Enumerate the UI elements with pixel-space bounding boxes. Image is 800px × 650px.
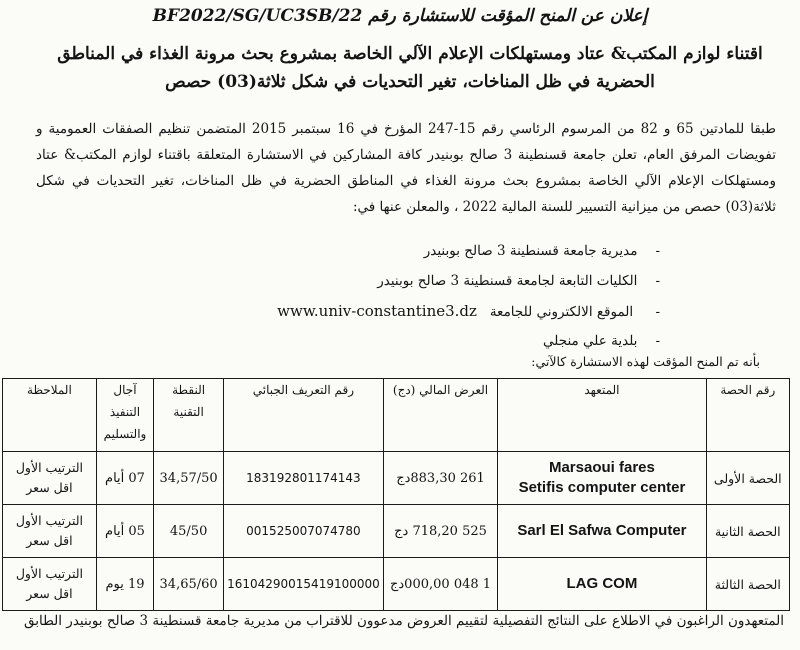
lot-cell: الحصة الأولى	[706, 452, 789, 505]
amount-cell: 1 048 000,00دج	[383, 558, 497, 611]
award-table	[2, 378, 790, 611]
list-item	[180, 296, 660, 326]
note-cell	[3, 452, 97, 505]
publication-list	[180, 236, 660, 356]
table-header-row	[3, 379, 790, 452]
body-paragraph: طبقا للمادتين 65 و 82 من المرسوم الرئاسي رقم 15-247 المؤرخ في 16 سبتمبر 2015 المتضمن تنظيم الصفقات العمومية و تفويضات المرفق العام، تعلن جامعة قسنطينة 3 صالح بوبنيدر كافة المشاركين في الاستشارة المتعلقة باقتناء لوازم المكتب& عتاد ومستهلكات الإعلام الآلي الخاصة بمشروع بحث مرونة الغذاء في المناطق الحضرية في ظل المناخات، تغير التحديات في شكل ثلاثة(03) حصص من ميزانية التسيير للسنة المالية 2022 ، والمعلن عنها في:	[36, 121, 776, 215]
header-lot: رقم الحصة	[706, 379, 789, 452]
header-delay: آجال التنفيذ والتسليم	[96, 379, 153, 452]
note-cell	[3, 505, 97, 558]
note-price: اقل سعر	[26, 586, 73, 601]
delay-cell: 19 يوم	[96, 558, 153, 611]
delay-cell: 07 أيام	[96, 452, 153, 505]
company-name-line2: Setifis computer center	[518, 479, 686, 496]
table-row	[3, 505, 790, 558]
amount-cell: 525 718,20 دج	[383, 505, 497, 558]
header-amount: العرض المالي (دج)	[383, 379, 497, 452]
table-row	[3, 452, 790, 505]
website-link[interactable]: www.univ-constantine3.dz	[277, 302, 477, 320]
table-row	[3, 558, 790, 611]
score-cell: 34,65/60	[154, 558, 224, 611]
list-item	[180, 326, 660, 356]
note-cell	[3, 558, 97, 611]
lot-cell: الحصة الثالثة	[706, 558, 789, 611]
company-name: Marsaoui fares	[548, 459, 655, 476]
tax-id-cell: 16104290015419100000	[224, 558, 384, 611]
note-rank: الترتيب الأول	[15, 566, 83, 581]
header-score: النقطة التقنية	[154, 379, 224, 452]
tax-id-cell: 001525007074780	[224, 505, 384, 558]
note-rank: الترتيب الأول	[15, 513, 83, 528]
company-cell	[498, 452, 706, 505]
tax-id-cell: 183192801174143	[224, 452, 384, 505]
company-name: Sarl El Safwa Computer	[517, 522, 687, 539]
list-item-text: مديرية جامعة قسنطينة 3 صالح بوبنيدر	[423, 243, 638, 259]
company-name: LAG COM	[566, 575, 638, 592]
footer-paragraph: المتعهدون الراغبون في الاطلاع على النتائج التفصيلية لتقييم العروض مدعوون للاقتراب من مديرية جامعة قسنطينة 3 صالح بوبنيدر الطابق	[23, 613, 784, 629]
header-note: الملاحظة	[3, 379, 97, 452]
list-item-text: بلدية علي منجلي	[543, 333, 638, 349]
header-company: المتعهد	[498, 379, 706, 452]
note-price: اقل سعر	[26, 533, 73, 548]
lot-cell: الحصة الثانية	[706, 505, 789, 558]
delay-cell: 05 أيام	[96, 505, 153, 558]
amount-cell: 261 883,30دج	[383, 452, 497, 505]
list-item	[180, 236, 660, 266]
list-item-text: الموقع الالكتروني للجامعة	[489, 304, 634, 320]
note-price: اقل سعر	[26, 480, 73, 495]
note-rank: الترتيب الأول	[15, 460, 83, 475]
company-cell	[498, 505, 706, 558]
company-cell	[498, 558, 706, 611]
score-cell: 45/50	[154, 505, 224, 558]
score-cell: 34,57/50	[154, 452, 224, 505]
list-item-text: الكليات التابعة لجامعة قسنطينة 3 صالح بوبنيدر	[377, 273, 638, 289]
table-intro: بأنه تم المنح المؤقت لهذه الاستشارة كالآتي:	[531, 354, 760, 369]
announcement-title: إعلان عن المنح المؤقت للاستشارة رقم BF2022/SG/UC3SB/22	[152, 6, 648, 26]
announcement-subject: اقتناء لوازم المكتب& عتاد ومستهلكات الإعلام الآلي الخاصة بمشروع بحث مرونة الغذاء في المناطق الحضرية في ظل المناخات، تغير التحديات في شكل ثلاثة(03) حصص	[57, 44, 763, 92]
header-tax-id: رقم التعريف الجبائي	[224, 379, 384, 452]
list-item	[180, 266, 660, 296]
